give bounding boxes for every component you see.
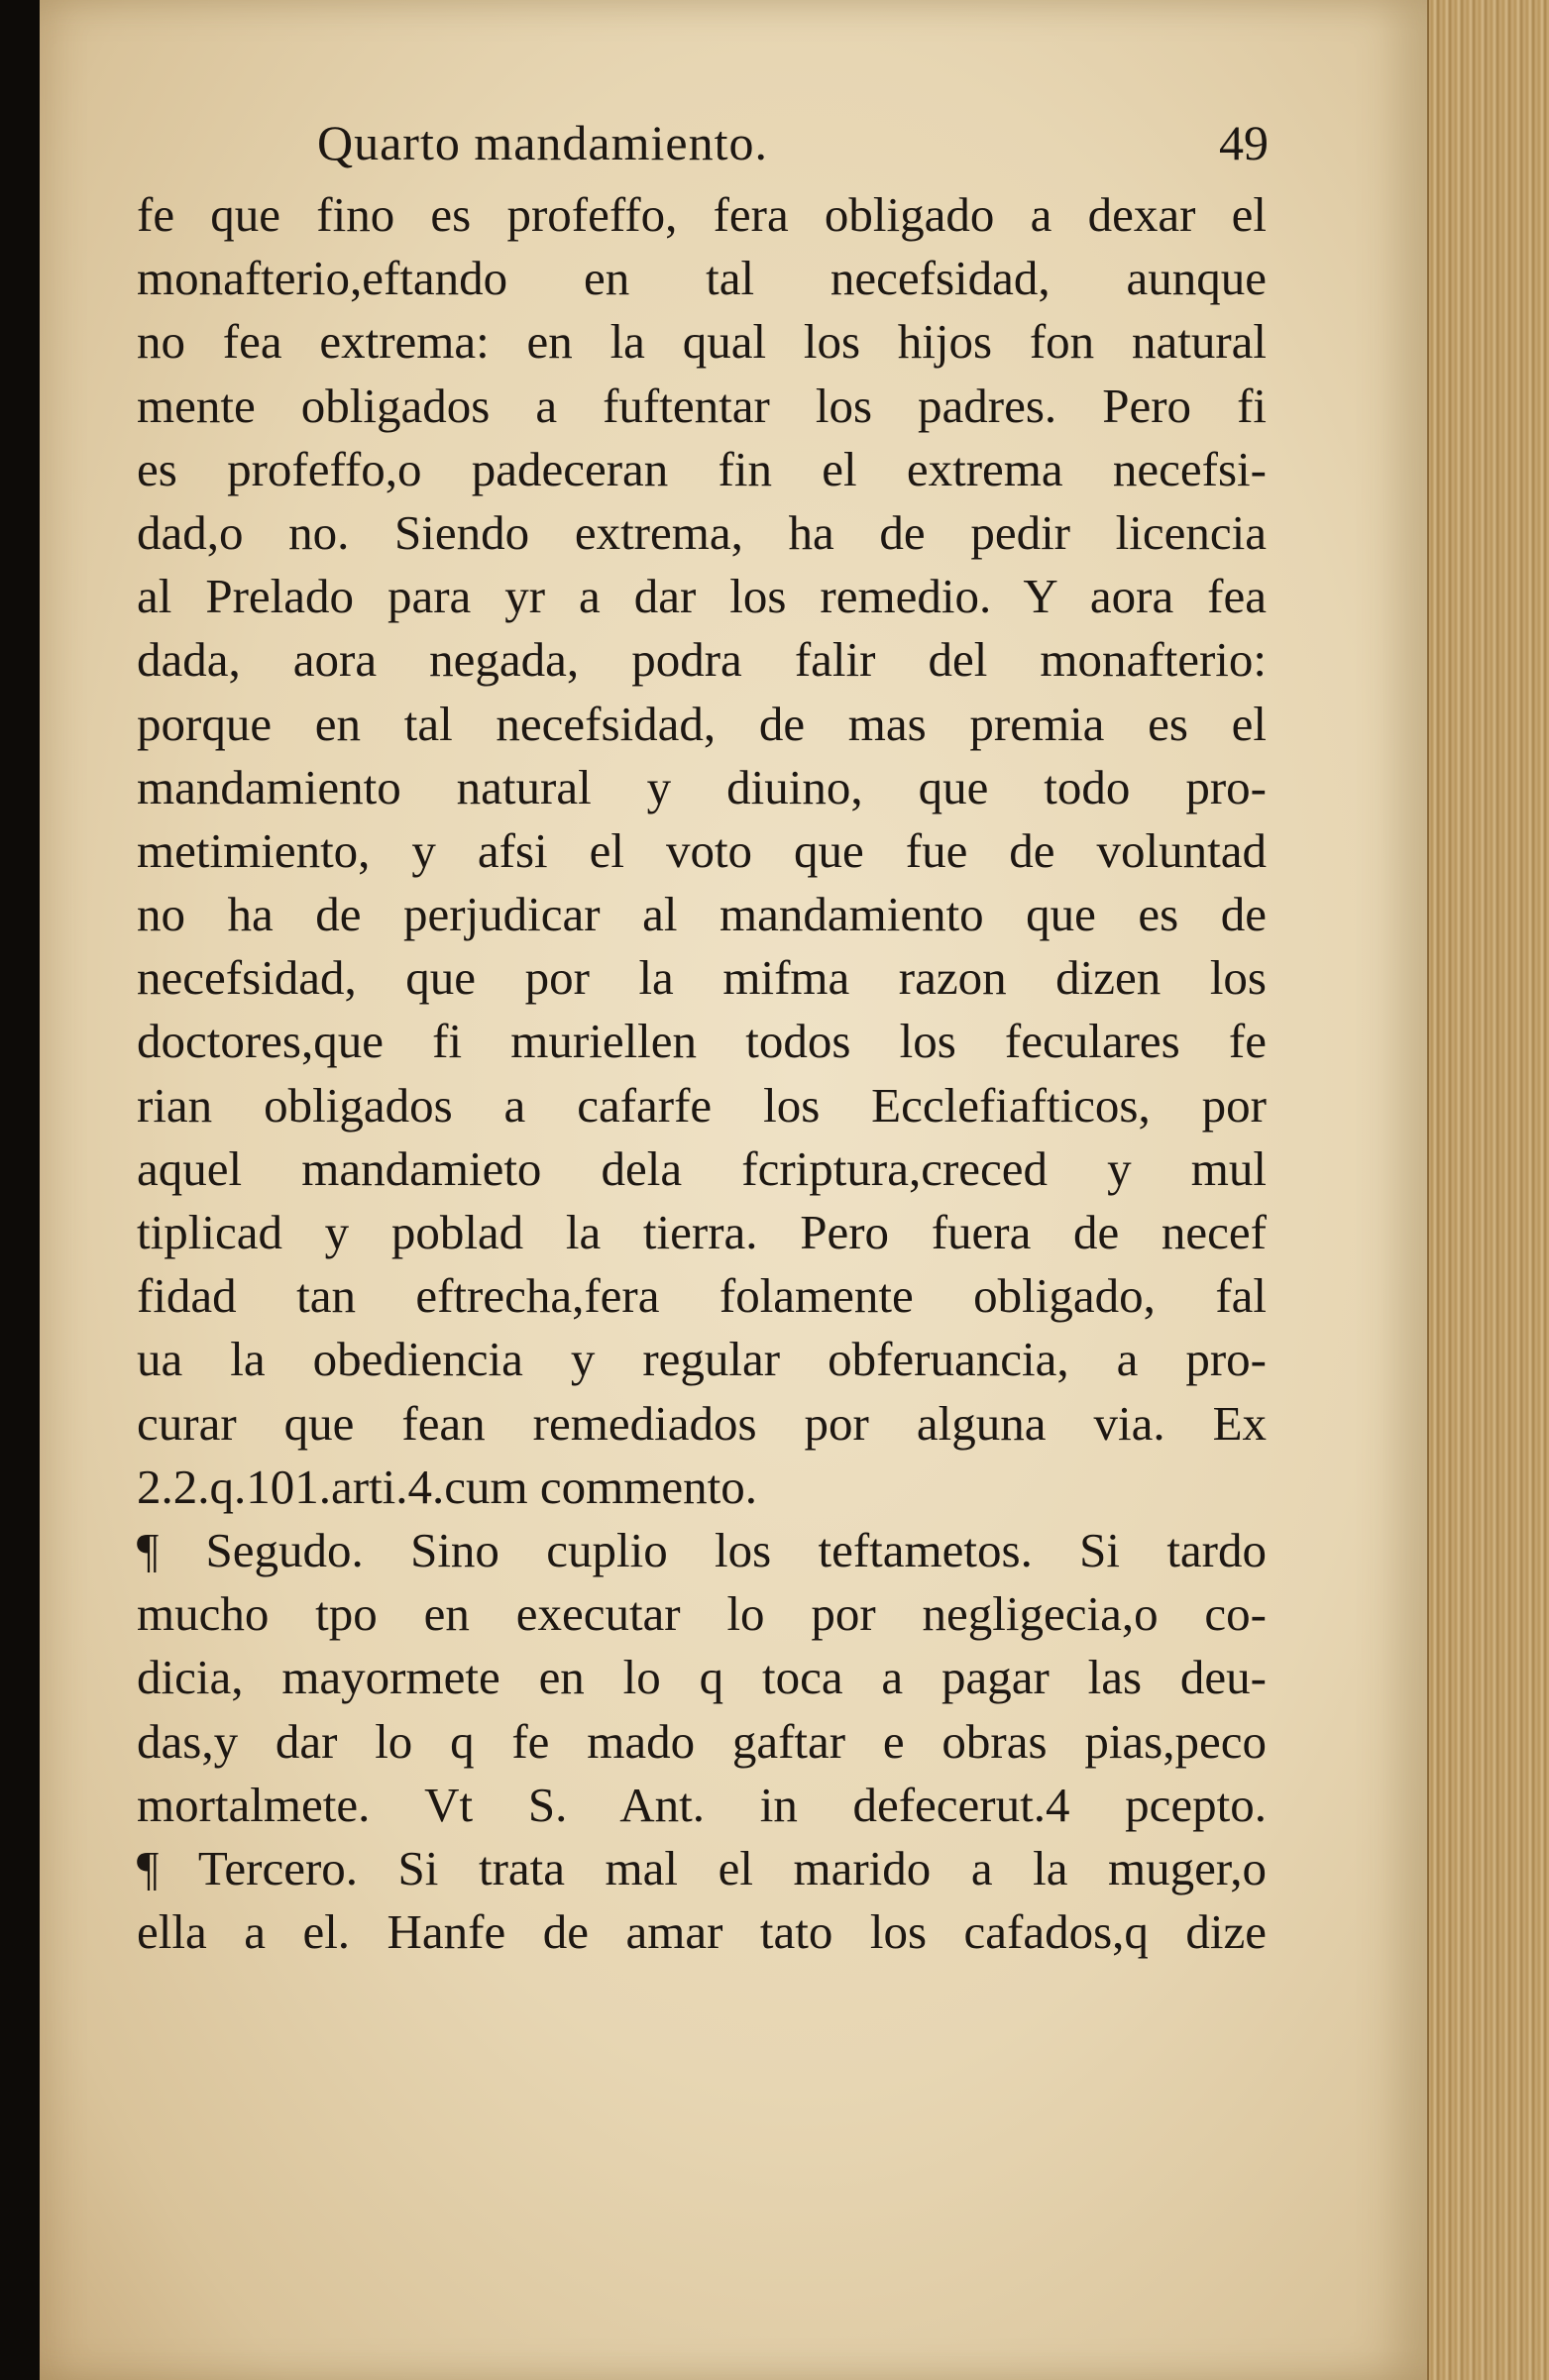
running-head: Quarto mandamiento. <box>317 115 768 170</box>
text-line: porque en tal necefsidad, de mas premia es el <box>137 696 1267 751</box>
text-line: mandamiento natural y diuino, que todo pro- <box>137 759 1267 814</box>
text-line: doctores,que fi muriellen todos los feculares fe <box>137 1014 1267 1069</box>
text-line: es profeffo,o padeceran fin el extrema necefsi- <box>137 441 1267 496</box>
text-line: dicia, mayormete en lo q toca a pagar las deu- <box>137 1650 1267 1705</box>
page-header <box>317 114 1269 193</box>
text-line: ua la obediencia y regular obferuancia, a pro- <box>137 1332 1267 1387</box>
text-line: das,y dar lo q fe mado gaftar e obras pias,peco <box>137 1713 1267 1769</box>
text-line: no fea extrema: en la qual los hijos fon natural <box>137 314 1267 370</box>
text-line: metimiento, y afsi el voto que fue de voluntad <box>137 822 1267 878</box>
text-line: monafterio,eftando en tal necefsidad, aunque <box>137 251 1267 306</box>
text-line: curar que fean remediados por alguna via. Ex <box>137 1395 1267 1451</box>
text-line: al Prelado para yr a dar los remedio. Y aora fea <box>137 569 1267 624</box>
text-line: mente obligados a fuftentar los padres. Pero fi <box>137 378 1267 433</box>
text-line: tiplicad y poblad la tierra. Pero fuera de necef <box>137 1205 1267 1259</box>
text-line: aquel mandamieto dela fcriptura,creced y mul <box>137 1140 1267 1196</box>
text-line: fidad tan eftrecha,fera folamente obligado, fal <box>137 1268 1267 1324</box>
text-line: mortalmete. Vt S. Ant. in defecerut.4 pcepto. <box>137 1777 1267 1832</box>
text-line: rian obligados a cafarfe los Ecclefiafticos, por <box>137 1077 1267 1133</box>
page-number: 49 <box>1219 115 1269 170</box>
body-text <box>137 183 1267 1964</box>
text-line: ¶ Tercero. Si trata mal el marido a la muger,o <box>137 1840 1267 1895</box>
text-line: fe que fino es profeffo, fera obligado a dexar el <box>137 187 1267 242</box>
text-line: ella a el. Hanfe de amar tato los cafados,q dize <box>137 1904 1267 1960</box>
text-line: mucho tpo en executar lo por negligecia,o co- <box>137 1586 1267 1642</box>
page-edges <box>1427 0 1549 2380</box>
text-line: no ha de perjudicar al mandamiento que es de <box>137 887 1267 942</box>
text-line: dad,o no. Siendo extrema, ha de pedir licencia <box>137 504 1267 560</box>
text-line: necefsidad, que por la mifma razon dizen los <box>137 950 1267 1006</box>
text-line: dada, aora negada, podra falir del monafterio: <box>137 632 1267 688</box>
text-line: ¶ Segudo. Sino cuplio los teftametos. Si tardo <box>137 1522 1267 1577</box>
text-line: 2.2.q.101.arti.4.cum commento. <box>137 1459 757 1514</box>
